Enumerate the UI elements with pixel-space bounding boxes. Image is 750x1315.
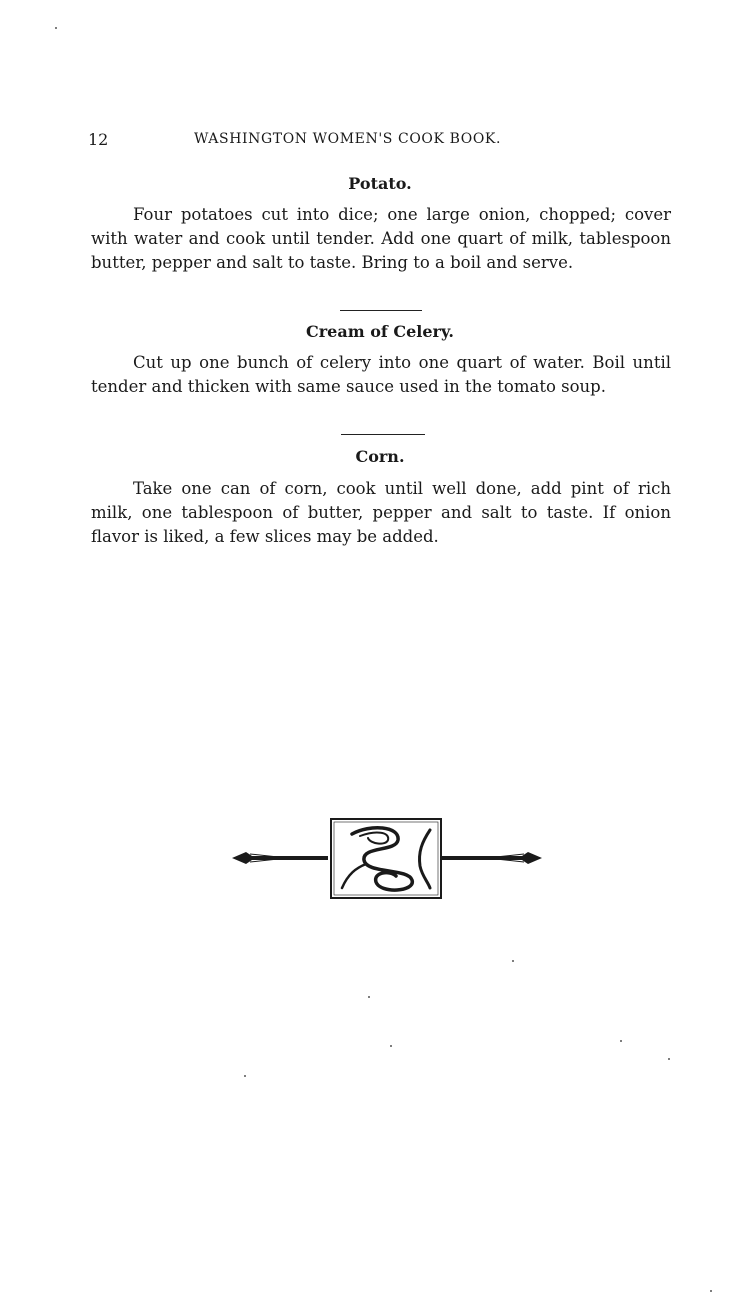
recipe-title-cream-of-celery: Cream of Celery. [306, 322, 454, 341]
arrow-right-shaft [442, 852, 542, 864]
decorative-tailpiece-icon [230, 816, 544, 902]
recipe-body-potato: Four potatoes cut into dice; one large onion, chopped; cover with water and cook until tender. Add one quart of milk, tablespoon butter, pepper and salt to taste. Bring to a boil and serve. [91, 205, 671, 272]
section-divider [340, 310, 422, 311]
print-speck [512, 960, 514, 962]
print-speck [710, 1290, 712, 1292]
ornament-scroll-inner [360, 833, 388, 844]
recipe-title-potato: Potato. [348, 174, 412, 193]
print-speck [620, 1040, 622, 1042]
print-speck [244, 1075, 246, 1077]
recipe-body-corn: Take one can of corn, cook until well done, add pint of rich milk, one tablespoon of butter, pepper and salt to taste. If onion flavor is liked, a few slices may be added. [91, 479, 671, 546]
ornament-flourish-left [342, 864, 366, 888]
section-divider [341, 434, 425, 435]
ornament-frame [331, 819, 441, 898]
ornament-scroll [352, 828, 412, 890]
print-speck [390, 1045, 392, 1047]
recipe-body-cream-of-celery: Cut up one bunch of celery into one quart of water. Boil until tender and thicken with same sauce used in the tomato soup. [91, 353, 671, 396]
ornament-frame-inner [334, 822, 438, 895]
print-speck [668, 1058, 670, 1060]
running-head: WASHINGTON WOMEN'S COOK BOOK. [194, 131, 502, 147]
ornament-flourish-right [419, 830, 430, 888]
print-speck [368, 996, 370, 998]
print-speck [55, 27, 57, 29]
recipe-title-corn: Corn. [355, 447, 405, 466]
page-number: 12 [88, 130, 109, 149]
arrow-left-shaft [232, 852, 328, 864]
